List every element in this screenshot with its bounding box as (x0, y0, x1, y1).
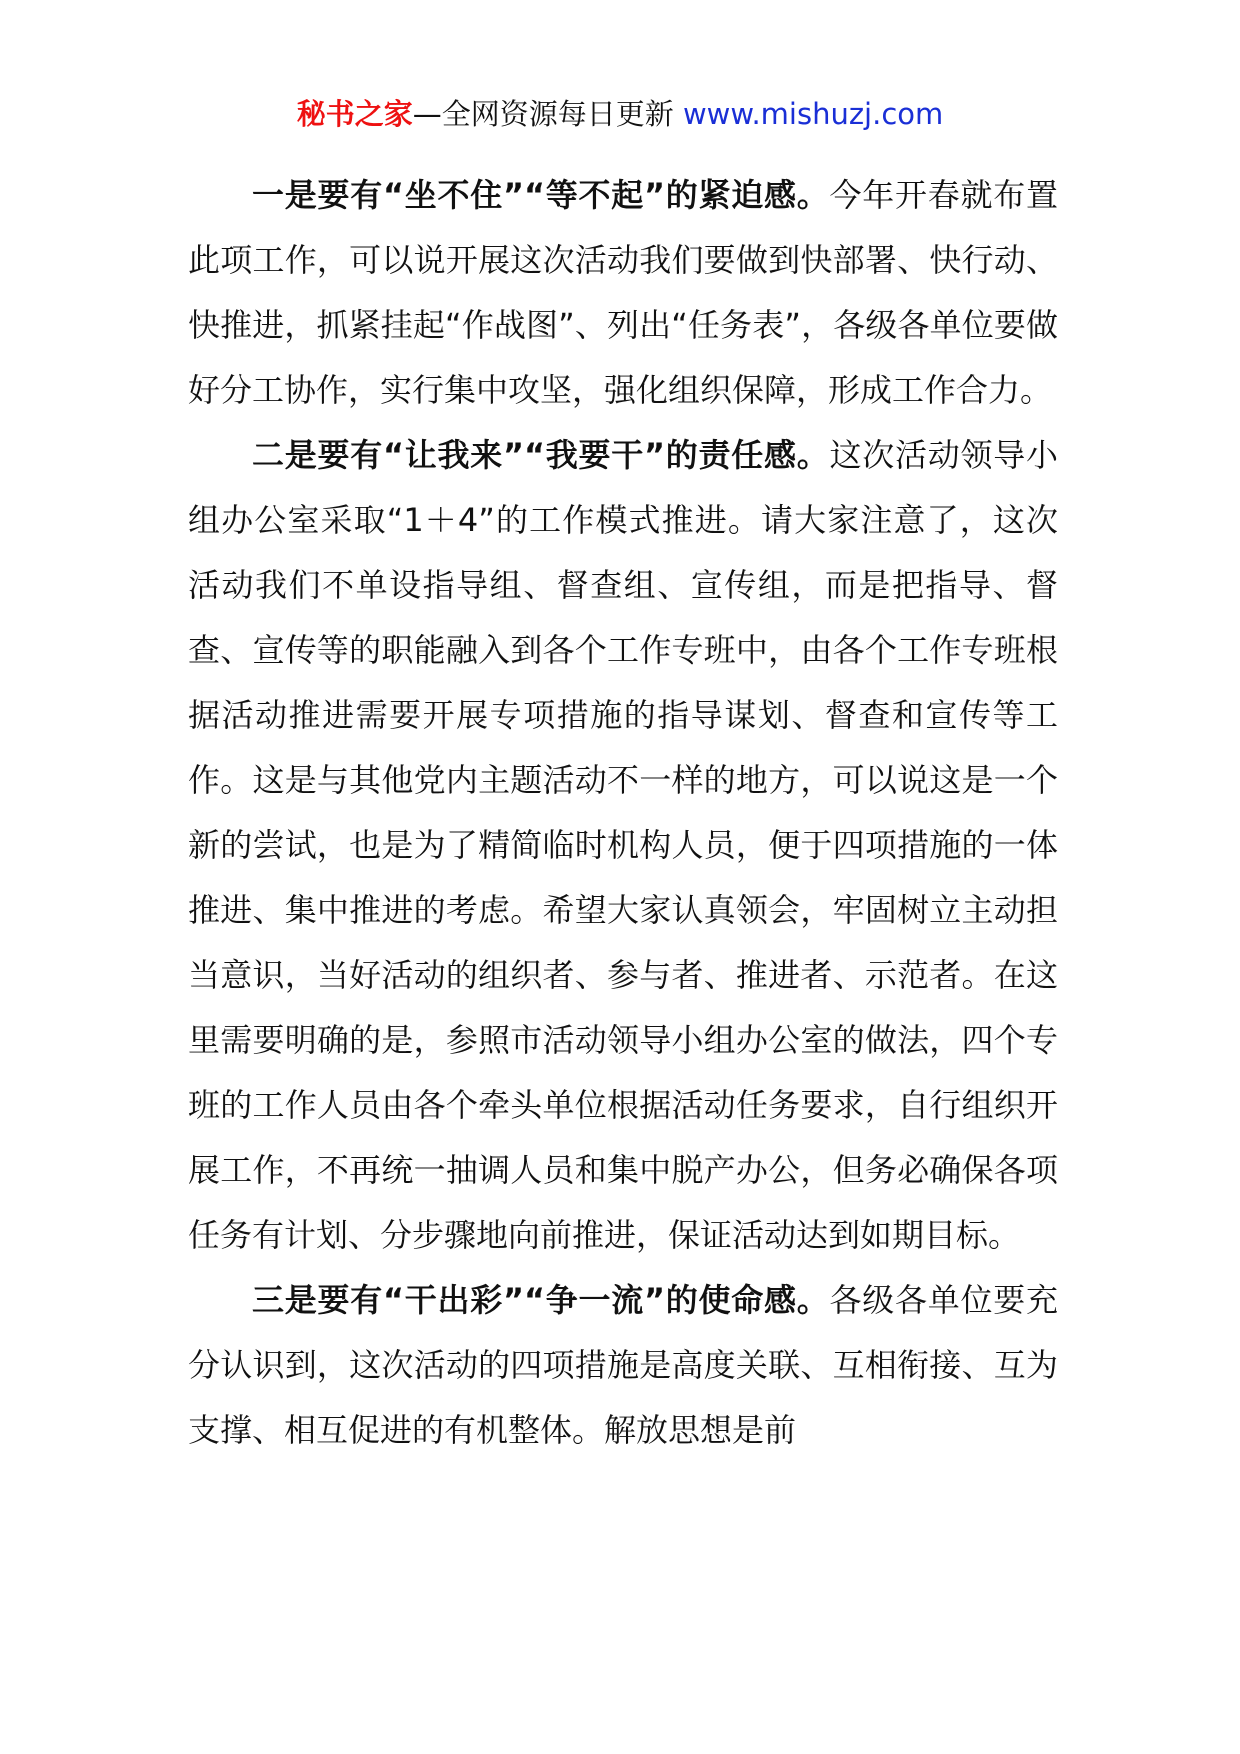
paragraph-1 (188, 163, 1058, 423)
paragraph-3 (188, 1268, 1058, 1463)
paragraph-2-lead: 二是要有“让我来”“我要干”的责任感。 (252, 436, 830, 474)
paragraph-2 (188, 423, 1058, 1268)
paragraph-1-lead: 一是要有“坐不住”“等不起”的紧迫感。 (252, 176, 830, 214)
site-header (0, 94, 1240, 134)
paragraph-2-body: 这次活动领导小组办公室采取“1＋4”的工作模式推进。请大家注意了，这次活动我们不单设指导组、督查组、宣传组，而是把指导、督查、宣传等的职能融入到各个工作专班中，由各个工作专班根据活动推进需要开展专项措施的指导谋划、督查和宣传等工作。这是与其他党内主题活动不一样的地方，可以说这是一个新的尝试，也是为了精简临时机构人员，便于四项措施的一体推进、集中推进的考虑。希望大家认真领会，牢固树立主动担当意识，当好活动的组织者、参与者、推进者、示范者。在这里需要明确的是，参照市活动领导小组办公室的做法，四个专班的工作人员由各个牵头单位根据活动任务要求，自行组织开展工作，不再统一抽调人员和集中脱产办公，但务必确保各项任务有计划、分步骤地向前推进，保证活动达到如期目标。 (188, 436, 1058, 1254)
site-tagline: —全网资源每日更新 (412, 97, 683, 131)
paragraph-3-body: 各级各单位要充分认识到，这次活动的四项措施是高度关联、互相衔接、互为支撑、相互促进的有机整体。解放思想是前 (188, 1281, 1058, 1449)
site-brand: 秘书之家 (296, 97, 413, 131)
paragraph-3-lead: 三是要有“干出彩”“争一流”的使命感。 (252, 1281, 830, 1319)
document-body (188, 163, 1058, 1463)
site-url-link[interactable]: www.mishuzj.com (682, 97, 944, 131)
paragraph-1-body: 今年开春就布置此项工作，可以说开展这次活动我们要做到快部署、快行动、快推进，抓紧挂起“作战图”、列出“任务表”，各级各单位要做好分工协作，实行集中攻坚，强化组织保障，形成工作合力。 (188, 176, 1058, 409)
